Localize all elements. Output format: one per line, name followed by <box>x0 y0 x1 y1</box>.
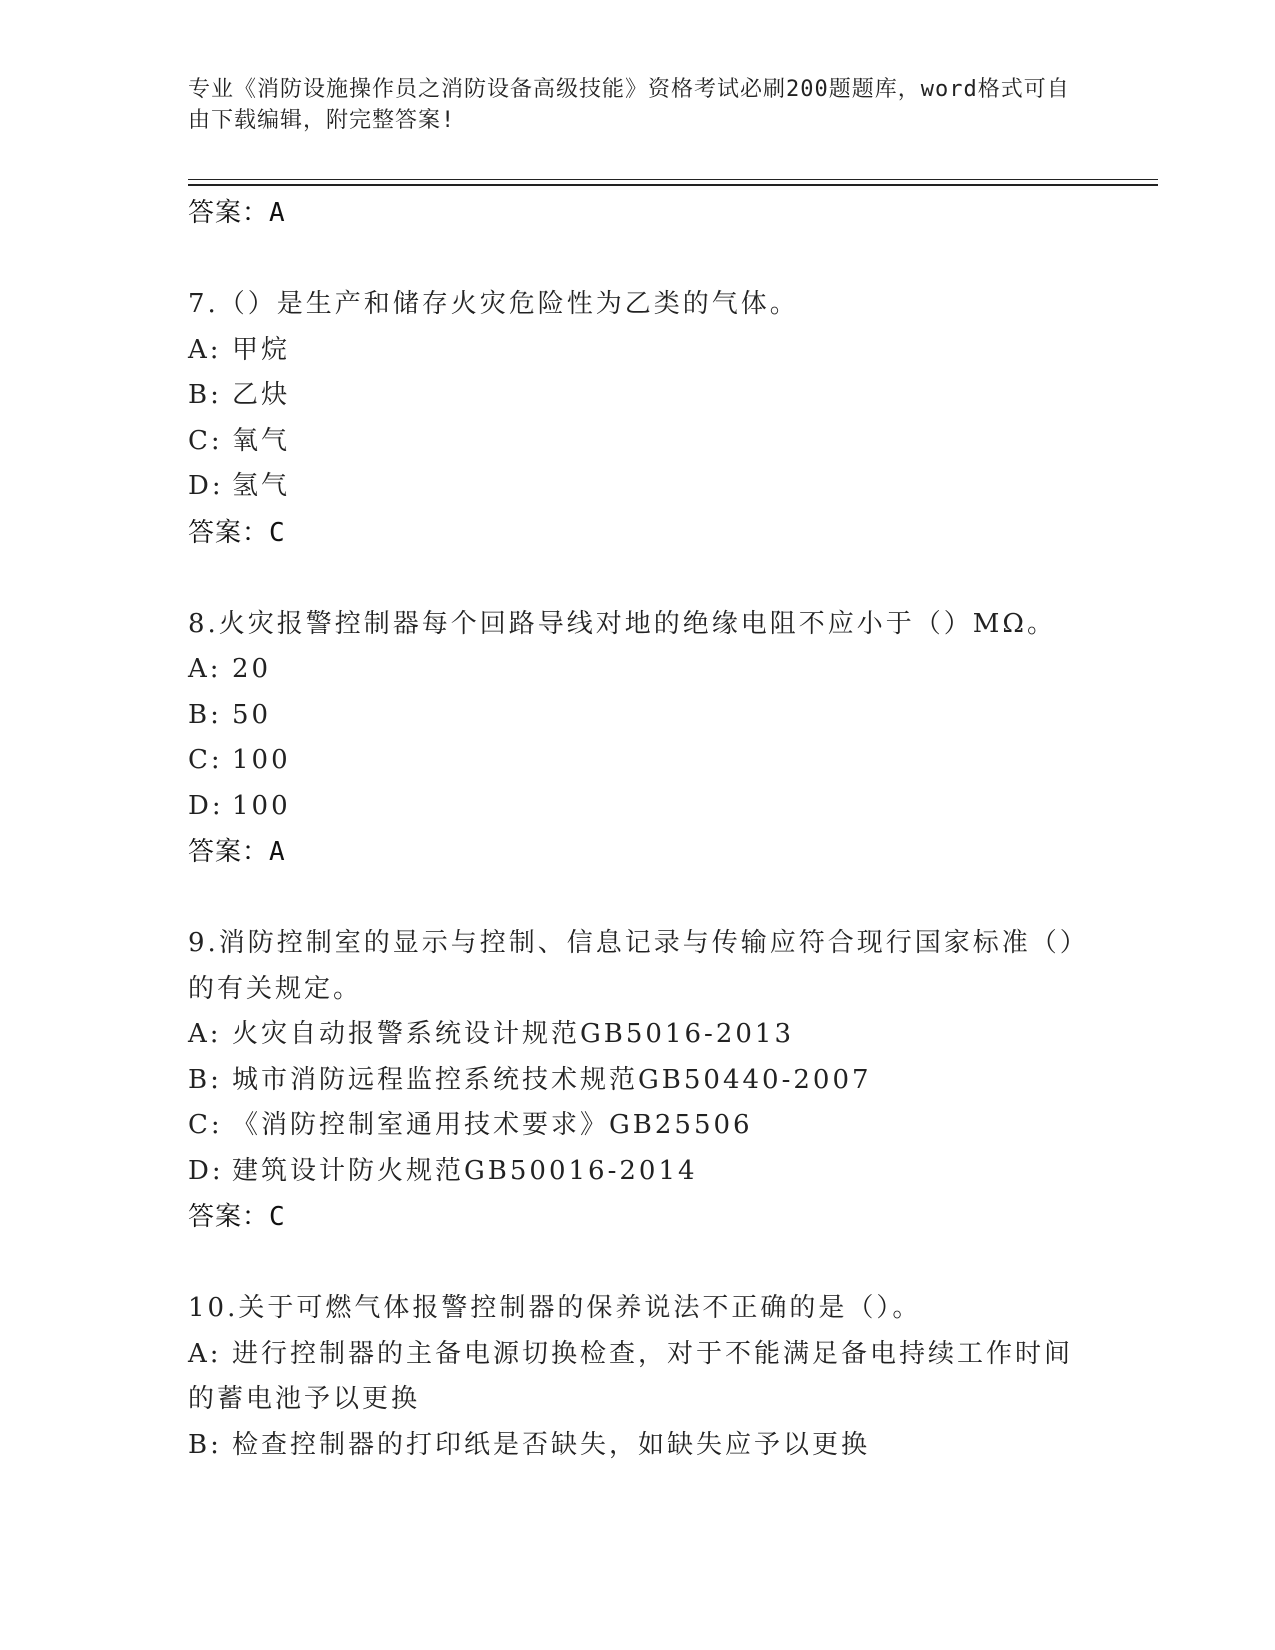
option-letter: B: <box>188 699 222 730</box>
option-text: 20 <box>232 654 272 684</box>
option-d <box>188 464 1088 510</box>
question-item <box>188 282 1088 556</box>
option-text: 100 <box>232 745 291 775</box>
question-item <box>188 1286 1088 1468</box>
question-list <box>188 190 1088 1468</box>
option-letter: B: <box>188 1064 222 1095</box>
option-c <box>188 419 1088 465</box>
option-b <box>188 693 1088 739</box>
option-b <box>188 1423 1088 1469</box>
option-letter: D: <box>188 1155 224 1186</box>
option-text: 甲烷 <box>232 334 291 365</box>
question-item <box>188 921 1088 1240</box>
option-text: 城市消防远程监控系统技术规范GB50440-2007 <box>232 1064 872 1095</box>
answer-line: 答案：C <box>188 517 286 548</box>
option-letter: C: <box>188 425 223 456</box>
option-text: 乙炔 <box>232 380 291 410</box>
question-text: 10.关于可燃气体报警控制器的保养说法不正确的是（）。 <box>188 1293 922 1323</box>
option-letter: C: <box>188 745 223 775</box>
option-c <box>188 738 1088 784</box>
answer-line: 答案：A <box>188 198 286 228</box>
option-a <box>188 1012 1088 1058</box>
option-letter: A: <box>188 1338 222 1369</box>
option-text: 氢气 <box>232 471 291 501</box>
option-letter: D: <box>188 471 224 501</box>
option-letter: B: <box>188 1429 222 1460</box>
option-letter: D: <box>188 790 224 821</box>
answer-line: 答案：A <box>188 837 286 867</box>
option-text: 建筑设计防火规范GB50016-2014 <box>232 1155 698 1186</box>
header-divider-thin <box>188 179 1158 180</box>
option-text: 氧气 <box>232 425 291 456</box>
option-a <box>188 1332 1088 1423</box>
option-letter: B: <box>188 380 222 410</box>
option-a <box>188 328 1088 374</box>
option-letter: A: <box>188 334 222 365</box>
option-c <box>188 1103 1088 1149</box>
option-text: 100 <box>232 790 291 821</box>
option-text: 火灾自动报警系统设计规范GB5016-2013 <box>232 1019 794 1049</box>
question-text: 9.消防控制室的显示与控制、信息记录与传输应符合现行国家标准（）的有关规定。 <box>188 928 1076 1004</box>
option-b <box>188 1058 1088 1104</box>
question-item <box>188 602 1088 876</box>
option-a <box>188 647 1088 693</box>
option-d <box>188 784 1088 830</box>
option-letter: C: <box>188 1110 223 1140</box>
option-letter: A: <box>188 654 222 684</box>
option-text: 检查控制器的打印纸是否缺失，如缺失应予以更换 <box>232 1429 871 1460</box>
page-header: 专业《消防设施操作员之消防设备高级技能》资格考试必刷200题题库，word格式可自由下载编辑，附完整答案! <box>188 77 1070 133</box>
answer-line: 答案：C <box>188 1202 286 1232</box>
option-b <box>188 373 1088 419</box>
option-letter: A: <box>188 1019 222 1049</box>
question-text: 7.（）是生产和储存火灾危险性为乙类的气体。 <box>188 289 799 319</box>
option-text: 50 <box>232 699 272 730</box>
option-text: 进行控制器的主备电源切换检查，对于不能满足备电持续工作时间的蓄电池予以更换 <box>188 1338 1074 1414</box>
option-text: 《消防控制室通用技术要求》GB25506 <box>232 1110 753 1140</box>
header-divider-thick <box>188 184 1158 186</box>
option-d <box>188 1149 1088 1195</box>
question-text: 8.火灾报警控制器每个回路导线对地的绝缘电阻不应小于（）MΩ。 <box>188 608 1056 639</box>
